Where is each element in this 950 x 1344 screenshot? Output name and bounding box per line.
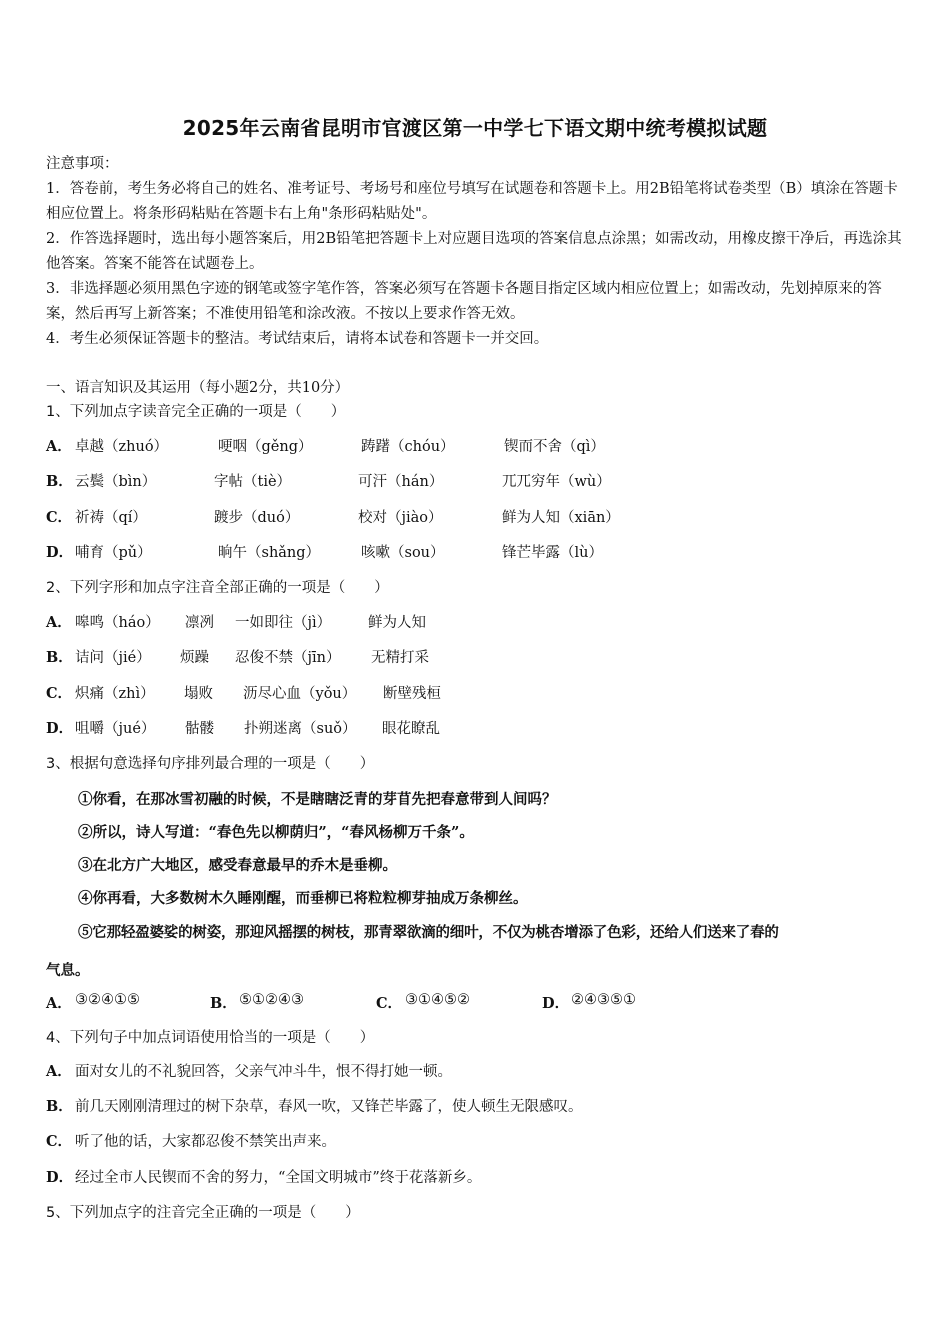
q2-c-item: 断壁残桓 (383, 686, 441, 702)
q2-option-b-label: B． (46, 649, 73, 666)
q1-a-item: 哽咽（gěng） (218, 439, 313, 455)
q1-b-item: 字帖（tiè） (214, 474, 292, 490)
q4-option-d-label: D． (46, 1169, 74, 1186)
q2-d-item: 眼花瞭乱 (382, 721, 440, 737)
q2-b-item: 忍俊不禁（jīn） (235, 650, 341, 666)
question-1-stem: 1、下列加点字读音完全正确的一项是（ ） (46, 404, 346, 420)
q4-option-c-label: C． (46, 1133, 73, 1150)
note-item: 3．非选择题必须用黑色字迹的钢笔或签字笔作答，答案必须写在答题卡各题目指定区域内相应位置上；如需改动，先划掉原来的答案，然后再写上新答案；不准使用铅笔和涂改液。不按以上要求作答无效。 (46, 281, 882, 322)
q2-d-item: 扑朔迷离（suǒ） (244, 721, 357, 737)
q3-option-c: ③①④⑤② (405, 992, 470, 1008)
page-title: 2025年云南省昆明市官渡区第一中学七下语文期中统考模拟试题 (182, 116, 768, 140)
q2-option-c-label: C． (46, 685, 73, 702)
q3-option-d: ②④③⑤① (571, 992, 636, 1008)
q2-a-item: 鲜为人知 (368, 615, 426, 631)
q1-c-item: 校对（jiào） (358, 510, 443, 526)
notes-section (46, 152, 908, 352)
q3-sentence: ①你看，在那冰雪初融的时候，不是瞎瞎泛青的芽苜先把春意带到人间吗？ (78, 791, 557, 808)
q3-option-c-label: C． (376, 995, 403, 1012)
q3-sentence: ④你再看，大多数树木久睡刚醒，而垂柳已将粒粒柳芽抽成万条柳丝。 (78, 890, 528, 907)
q2-d-item: 骷髅 (185, 721, 214, 737)
q1-d-item: 锋芒毕露（lù） (502, 545, 603, 561)
q1-option-b-label: B． (46, 473, 73, 490)
note-item: 2．作答选择题时，选出每小题答案后，用2B铅笔把答题卡上对应题目选项的答案信息点涂黑；如需改动，用橡皮擦干净后，再选涂其他答案。答案不能答在试题卷上。 (46, 231, 902, 272)
q3-sentence: ②所以，诗人写道：“春色先以柳荫归”，“春风杨柳万千条”。 (78, 824, 474, 841)
note-item: 1．答卷前，考生务必将自己的姓名、准考证号、考场号和座位号填写在试题卷和答题卡上。用2B铅笔将试卷类型（B）填涂在答题卡相应位置上。将条形码粘贴在答题卡右上角"条形码粘贴处"。 (46, 181, 898, 222)
q1-b-item: 兀兀穷年（wù） (502, 474, 611, 490)
notes-heading: 注意事项： (46, 156, 119, 172)
q2-a-item: 凛冽 (185, 615, 214, 631)
note-item: 4．考生必须保证答题卡的整洁。考试结束后，请将本试卷和答题卡一并交回。 (46, 331, 549, 347)
question-2-stem: 2、下列字形和加点字注音全部正确的一项是（ ） (46, 580, 389, 596)
q1-b-item: 云鬓（bìn） (75, 474, 157, 490)
q4-option-b: 前几天刚刚清理过的树下杂草，春风一吹，又锋芒毕露了，使人顿生无限感叹。 (75, 1099, 583, 1115)
question-5-stem: 5、下列加点字的注音完全正确的一项是（ ） (46, 1205, 360, 1221)
q2-d-item: 咀嚼（jué） (75, 721, 156, 737)
q3-option-a-label: A． (46, 995, 72, 1012)
q2-a-item: 一如即往（jì） (235, 615, 332, 631)
q4-option-a: 面对女儿的不礼貌回答，父亲气冲斗牛，恨不得打她一顿。 (75, 1064, 452, 1080)
q3-sentence-continuation: 气息。 (46, 962, 90, 979)
q3-sentence: ③在北方广大地区，感受春意最早的乔木是垂柳。 (78, 857, 397, 874)
q4-option-c: 听了他的话，大家都忍俊不禁笑出声来。 (75, 1134, 336, 1150)
q1-d-item: 晌午（shǎng） (218, 545, 321, 561)
q2-c-item: 塌败 (184, 686, 213, 702)
q2-c-item: 沥尽心血（yǒu） (243, 686, 357, 702)
q3-option-a: ③②④①⑤ (75, 992, 140, 1008)
q3-sentence: ⑤它那轻盈婆娑的树姿，那迎风摇摆的树枝，那青翠欲滴的细叶，不仅为桃杏增添了色彩，还给人们送来了春的 (78, 924, 779, 941)
q1-option-d-label: D． (46, 544, 74, 561)
q2-b-item: 烦躁 (180, 650, 209, 666)
question-4-stem: 4、下列句子中加点词语使用恰当的一项是（ ） (46, 1030, 375, 1046)
q4-option-a-label: A． (46, 1063, 72, 1080)
q2-b-item: 诘问（jié） (75, 650, 151, 666)
q2-b-item: 无精打采 (371, 650, 429, 666)
q2-option-d-label: D． (46, 720, 74, 737)
q4-option-b-label: B． (46, 1098, 73, 1115)
q1-c-item: 踱步（duó） (214, 510, 300, 526)
q3-option-d-label: D． (542, 995, 570, 1012)
section-heading: 一、语言知识及其运用（每小题2分，共10分） (46, 380, 350, 396)
q1-c-item: 鲜为人知（xiān） (502, 510, 620, 526)
q1-c-item: 祈祷（qí） (75, 510, 147, 526)
q1-b-item: 可汗（hán） (358, 474, 444, 490)
q4-option-d: 经过全市人民锲而不舍的努力，“全国文明城市”终于花落新乡。 (75, 1170, 482, 1186)
q2-c-item: 炽痛（zhì） (75, 686, 155, 702)
q3-option-b-label: B． (210, 995, 237, 1012)
q1-a-item: 踌躇（chóu） (361, 439, 455, 455)
q1-a-item: 锲而不舍（qì） (504, 439, 605, 455)
q1-d-item: 咳嗽（sou） (361, 545, 445, 561)
q1-a-item: 卓越（zhuó） (75, 439, 169, 455)
q2-option-a-label: A． (46, 614, 72, 631)
q1-option-a-label: A． (46, 438, 72, 455)
q1-option-c-label: C． (46, 509, 73, 526)
question-3-stem: 3、根据句意选择句序排列最合理的一项是（ ） (46, 756, 375, 772)
q3-option-b: ⑤①②④③ (239, 992, 304, 1008)
q2-a-item: 嗥鸣（háo） (75, 615, 160, 631)
q1-d-item: 哺育（pǔ） (75, 545, 152, 561)
